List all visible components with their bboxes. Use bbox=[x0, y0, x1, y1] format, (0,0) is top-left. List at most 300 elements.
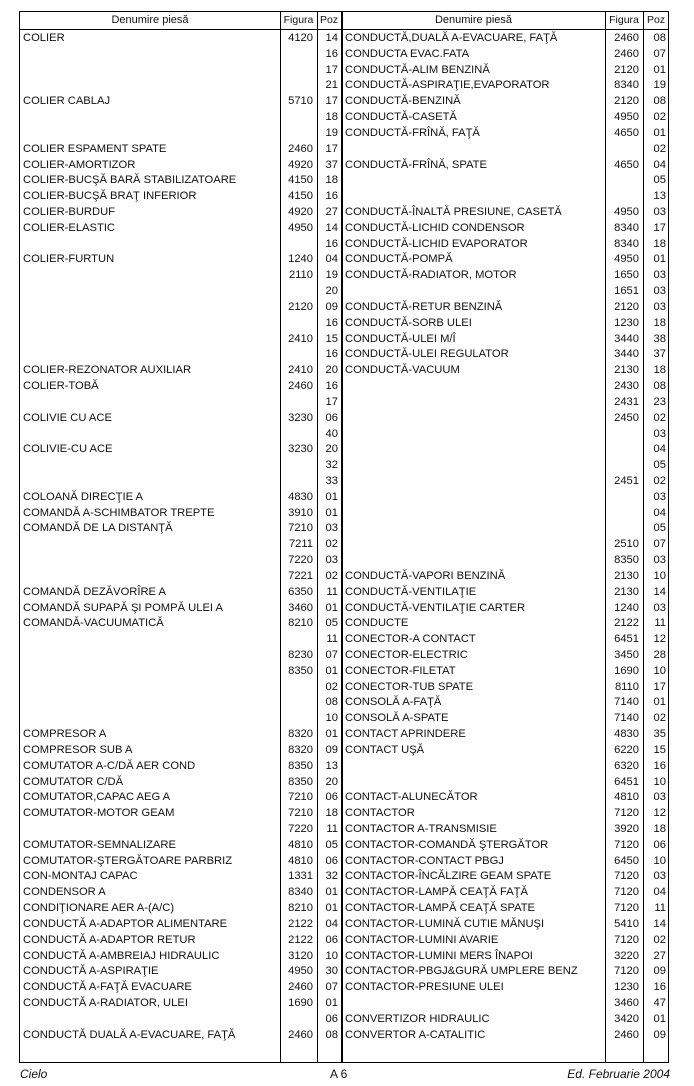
position-number: 11 bbox=[654, 617, 666, 630]
figure-number: 4950 bbox=[614, 111, 639, 124]
figure-number: 8350 bbox=[614, 554, 639, 567]
figure-number: 6451 bbox=[614, 775, 639, 788]
part-name: CONDUCTĂ-LICHID EVAPORATOR bbox=[345, 237, 528, 250]
position-number: 10 bbox=[653, 664, 666, 677]
position-number: 16 bbox=[653, 759, 666, 772]
part-name: CONDUCTĂ A-AMBREIAJ HIDRAULIC bbox=[23, 949, 220, 962]
position-number: 10 bbox=[325, 949, 338, 962]
position-number: 16 bbox=[325, 190, 338, 203]
figure-number: 2510 bbox=[614, 538, 639, 551]
figure-number: 5410 bbox=[614, 917, 639, 930]
figure-number: 2460 bbox=[288, 981, 313, 994]
figure-number: 6220 bbox=[614, 743, 639, 756]
position-number: 18 bbox=[325, 807, 338, 820]
figure-number: 4950 bbox=[288, 221, 313, 234]
position-number: 16 bbox=[325, 380, 338, 393]
position-number: 18 bbox=[325, 174, 338, 187]
part-name: CONDUCTĂ-RADIATOR, MOTOR bbox=[345, 269, 517, 282]
position-number: 18 bbox=[653, 237, 666, 250]
figure-number: 8320 bbox=[288, 728, 313, 741]
position-number: 11 bbox=[326, 585, 338, 598]
figure-number: 2122 bbox=[288, 933, 313, 946]
part-name: CONDUCTĂ-ASPIRAŢIE,EVAPORATOR bbox=[345, 79, 550, 92]
position-number: 01 bbox=[325, 601, 338, 614]
position-number: 35 bbox=[653, 728, 666, 741]
figure-number: 7120 bbox=[614, 965, 639, 978]
position-number: 47 bbox=[653, 997, 666, 1010]
figure-number: 8210 bbox=[288, 617, 313, 630]
position-number: 04 bbox=[653, 443, 666, 456]
position-number: 02 bbox=[325, 538, 338, 551]
position-number: 38 bbox=[653, 332, 666, 345]
part-name: CONVERTIZOR HIDRAULIC bbox=[345, 1012, 490, 1025]
header-poz-right: Poz bbox=[643, 12, 669, 30]
part-name: CONDENSOR A bbox=[23, 886, 106, 899]
position-number: 02 bbox=[653, 142, 666, 155]
figure-number: 1331 bbox=[288, 870, 313, 883]
position-number: 04 bbox=[653, 886, 666, 899]
figure-number: 2460 bbox=[288, 142, 313, 155]
position-number: 23 bbox=[653, 395, 666, 408]
position-number: 20 bbox=[325, 364, 338, 377]
position-number: 02 bbox=[653, 411, 666, 424]
part-name: CONDUCTĂ A-ADAPTOR ALIMENTARE bbox=[23, 917, 228, 930]
figure-number: 7221 bbox=[288, 569, 313, 582]
figure-number: 3460 bbox=[614, 997, 639, 1010]
position-number: 12 bbox=[653, 633, 666, 646]
figure-number: 4950 bbox=[614, 253, 639, 266]
position-number: 04 bbox=[325, 917, 338, 930]
figure-number: 2431 bbox=[614, 395, 639, 408]
part-name: CONDUCTA EVAC.FATA bbox=[345, 47, 470, 60]
position-number: 08 bbox=[653, 380, 666, 393]
position-number: 06 bbox=[653, 838, 666, 851]
parts-index-table bbox=[19, 11, 669, 1063]
part-name: CONTACTOR-LAMPĂ CEAŢĂ SPATE bbox=[345, 902, 536, 915]
part-name: CONDUCTĂ-ULEI REGULATOR bbox=[345, 348, 509, 361]
position-number: 02 bbox=[653, 474, 666, 487]
figure-number: 8340 bbox=[614, 221, 639, 234]
position-number: 13 bbox=[653, 190, 666, 203]
figure-number: 7140 bbox=[614, 712, 639, 725]
figure-number: 8320 bbox=[288, 743, 313, 756]
figure-number: 1651 bbox=[614, 285, 639, 298]
part-name: CONTACTOR-CONTACT PBGJ bbox=[345, 854, 504, 867]
position-number: 05 bbox=[653, 459, 666, 472]
position-number: 16 bbox=[325, 237, 338, 250]
position-number: 19 bbox=[653, 79, 666, 92]
figure-number: 1240 bbox=[288, 253, 313, 266]
position-number: 27 bbox=[325, 206, 338, 219]
figure-number: 7120 bbox=[614, 933, 639, 946]
position-number: 05 bbox=[325, 617, 338, 630]
part-name: CONTACTOR bbox=[345, 807, 415, 820]
position-number: 01 bbox=[325, 664, 338, 677]
figure-number: 2122 bbox=[614, 617, 639, 630]
part-name: CONECTOR-A CONTACT bbox=[345, 633, 476, 646]
position-number: 06 bbox=[325, 791, 338, 804]
part-name: CONDUCTĂ A-RADIATOR, ULEI bbox=[23, 997, 188, 1010]
figure-number: 2450 bbox=[614, 411, 639, 424]
position-number: 11 bbox=[326, 823, 338, 835]
figure-number: 2130 bbox=[614, 569, 639, 582]
part-name: CONECTOR-TUB SPATE bbox=[345, 680, 474, 693]
figure-number: 1230 bbox=[614, 316, 639, 329]
position-number: 14 bbox=[653, 585, 666, 598]
figure-number: 7120 bbox=[614, 886, 639, 899]
part-name: CONTACT-ALUNECĂTOR bbox=[345, 791, 478, 804]
position-number: 17 bbox=[325, 63, 338, 76]
position-number: 17 bbox=[325, 142, 338, 155]
figure-number: 2110 bbox=[288, 269, 313, 282]
position-number: 04 bbox=[653, 506, 666, 519]
position-number: 37 bbox=[653, 348, 666, 361]
figure-number: 5710 bbox=[288, 95, 313, 108]
part-name: CON-MONTAJ CAPAC bbox=[23, 870, 138, 883]
part-name: COMANDĂ DE LA DISTANŢĂ bbox=[23, 522, 173, 535]
position-number: 15 bbox=[325, 332, 338, 345]
position-number: 40 bbox=[325, 427, 338, 440]
part-name: CONTACTOR-PBGJ&GURĂ UMPLERE BENZ bbox=[345, 965, 578, 978]
position-number: 10 bbox=[653, 854, 666, 867]
header-figura-right: Figura bbox=[605, 12, 643, 30]
figure-number: 6451 bbox=[614, 633, 639, 646]
right-column bbox=[342, 12, 669, 1062]
figure-number: 8340 bbox=[614, 237, 639, 250]
position-number: 02 bbox=[325, 680, 338, 693]
part-name: CONTACTOR-LUMINĂ CUTIE MĂNUŞI bbox=[345, 917, 545, 930]
part-name: CONDUCTĂ-CASETĂ bbox=[345, 111, 457, 124]
part-name: CONTACT APRINDERE bbox=[345, 728, 466, 741]
figure-number: 7210 bbox=[288, 522, 313, 535]
part-name: COLIER CABLAJ bbox=[23, 95, 111, 108]
position-number: 32 bbox=[325, 459, 338, 472]
figure-number: 6350 bbox=[288, 585, 313, 598]
part-name: CONTACTOR-ÎNCĂLZIRE GEAM SPATE bbox=[345, 870, 552, 883]
part-name: CONDUCTĂ-BENZINĂ bbox=[345, 95, 461, 108]
position-number: 05 bbox=[653, 522, 666, 535]
figure-number: 2120 bbox=[288, 300, 313, 313]
figure-number: 3230 bbox=[288, 411, 313, 424]
position-number: 11 bbox=[326, 633, 338, 646]
figure-number: 2451 bbox=[614, 474, 639, 487]
figure-number: 1230 bbox=[614, 981, 639, 994]
part-name: CONTACTOR-LUMINI AVARIE bbox=[345, 933, 499, 946]
figure-number: 3220 bbox=[614, 949, 639, 962]
part-name: COLIER-BUCŞĂ BARĂ STABILIZATOARE bbox=[23, 174, 237, 187]
part-name: CONVERTOR A-CATALITIC bbox=[345, 1028, 486, 1041]
part-name: CONTACT UŞĂ bbox=[345, 743, 425, 756]
position-number: 05 bbox=[325, 838, 338, 851]
part-name: CONECTOR-ELECTRIC bbox=[345, 648, 468, 661]
position-number: 04 bbox=[325, 253, 338, 266]
part-name: CONDUCTĂ,DUALĂ A-EVACUARE, FAŢĂ bbox=[345, 32, 558, 44]
position-number: 02 bbox=[653, 712, 666, 725]
figure-number: 2130 bbox=[614, 585, 639, 598]
position-number: 07 bbox=[653, 538, 666, 551]
position-number: 13 bbox=[325, 759, 338, 772]
position-number: 11 bbox=[654, 902, 666, 915]
footer-edition: Ed. Februarie 2004 bbox=[567, 1067, 670, 1081]
part-name: CONSOLĂ A-SPATE bbox=[345, 712, 449, 725]
position-number: 06 bbox=[325, 1012, 338, 1025]
position-number: 16 bbox=[325, 47, 338, 60]
figure-number: 2120 bbox=[614, 63, 639, 76]
part-name: COMANDĂ-VACUUMATICĂ bbox=[23, 617, 164, 630]
figure-number: 2130 bbox=[614, 364, 639, 377]
figure-number: 7220 bbox=[288, 823, 313, 835]
figure-number: 2460 bbox=[288, 1028, 313, 1041]
part-name: CONDUCTĂ-POMPĂ bbox=[345, 253, 453, 266]
left-column bbox=[20, 12, 341, 1062]
figure-number: 4950 bbox=[288, 965, 313, 978]
position-number: 01 bbox=[325, 728, 338, 741]
figure-number: 4650 bbox=[614, 158, 639, 171]
part-name: COLIER-BUCŞĂ BRAŢ INFERIOR bbox=[23, 190, 197, 203]
part-name: COMPRESOR SUB A bbox=[23, 743, 133, 756]
position-number: 19 bbox=[325, 269, 338, 282]
header-poz-left: Poz bbox=[317, 12, 341, 30]
part-name: CONTACTOR-COMANDĂ ŞTERGĂTOR bbox=[345, 838, 549, 851]
figure-number: 8350 bbox=[288, 775, 313, 788]
position-number: 01 bbox=[653, 696, 666, 709]
figure-number: 1650 bbox=[614, 269, 639, 282]
part-name: COMUTATOR A-C/DĂ AER COND bbox=[23, 759, 196, 772]
position-number: 03 bbox=[653, 206, 666, 219]
position-number: 02 bbox=[653, 933, 666, 946]
part-name: CONDUCTĂ-ÎNALTĂ PRESIUNE, CASETĂ bbox=[345, 206, 562, 219]
figure-number: 3460 bbox=[288, 601, 313, 614]
figure-number: 4150 bbox=[288, 174, 313, 187]
part-name: CONDUCTĂ A-ASPIRAŢIE bbox=[23, 965, 159, 978]
figure-number: 3920 bbox=[614, 823, 639, 835]
part-name: CONDUCTĂ-LICHID CONDENSOR bbox=[345, 221, 525, 234]
figure-number: 2410 bbox=[288, 332, 313, 345]
part-name: COMANDĂ DEZĂVORÎRE A bbox=[23, 585, 166, 598]
figure-number: 3420 bbox=[614, 1012, 639, 1025]
part-name: CONDUCTĂ-FRÎNĂ, FAŢĂ bbox=[345, 126, 480, 139]
figure-number: 3440 bbox=[614, 348, 639, 361]
position-number: 01 bbox=[653, 126, 666, 139]
figure-number: 4920 bbox=[288, 158, 313, 171]
position-number: 18 bbox=[325, 111, 338, 124]
figure-number: 7140 bbox=[614, 696, 639, 709]
position-number: 17 bbox=[325, 95, 338, 108]
position-number: 01 bbox=[325, 886, 338, 899]
figure-number: 2460 bbox=[614, 1028, 639, 1041]
position-number: 12 bbox=[653, 807, 666, 820]
position-number: 18 bbox=[653, 316, 666, 329]
figure-number: 8350 bbox=[288, 759, 313, 772]
figure-number: 2122 bbox=[288, 917, 313, 930]
figure-number: 1690 bbox=[614, 664, 639, 677]
position-number: 37 bbox=[325, 158, 338, 171]
figure-number: 2120 bbox=[614, 95, 639, 108]
part-name: COMPRESOR A bbox=[23, 728, 107, 741]
part-name: CONDUCTĂ-VAPORI BENZINĂ bbox=[345, 569, 506, 582]
part-name: COMUTATOR-MOTOR GEAM bbox=[23, 807, 175, 820]
figure-number: 2460 bbox=[614, 32, 639, 44]
position-number: 03 bbox=[653, 870, 666, 883]
part-name: CONDUCTĂ-FRÎNĂ, SPATE bbox=[345, 158, 487, 171]
figure-number: 3120 bbox=[288, 949, 313, 962]
position-number: 07 bbox=[325, 981, 338, 994]
header-figura-left: Figura bbox=[280, 12, 317, 30]
part-name: COMUTATOR-ŞTERGĂTOARE PARBRIZ bbox=[23, 854, 233, 867]
position-number: 10 bbox=[653, 775, 666, 788]
position-number: 07 bbox=[653, 47, 666, 60]
position-number: 17 bbox=[653, 221, 666, 234]
position-number: 06 bbox=[325, 411, 338, 424]
part-name: CONDUCTĂ A-ADAPTOR RETUR bbox=[23, 933, 196, 946]
position-number: 33 bbox=[325, 474, 338, 487]
figure-number: 6450 bbox=[614, 854, 639, 867]
position-number: 03 bbox=[653, 427, 666, 440]
position-number: 14 bbox=[325, 32, 338, 44]
position-number: 18 bbox=[653, 364, 666, 377]
figure-number: 3440 bbox=[614, 332, 639, 345]
position-number: 16 bbox=[325, 348, 338, 361]
part-name: COLIER ESPAMENT SPATE bbox=[23, 142, 167, 155]
part-name: CONDUCTĂ DUALĂ A-EVACUARE, FAŢĂ bbox=[23, 1028, 236, 1041]
position-number: 08 bbox=[653, 95, 666, 108]
position-number: 03 bbox=[653, 554, 666, 567]
header-name-right: Denumire piesă bbox=[342, 12, 605, 30]
figure-number: 2120 bbox=[614, 300, 639, 313]
position-number: 17 bbox=[325, 395, 338, 408]
figure-number: 7210 bbox=[288, 791, 313, 804]
part-name: COLIER-AMORTIZOR bbox=[23, 158, 136, 171]
part-name: COLIER-ELASTIC bbox=[23, 221, 116, 234]
part-name: CONDUCTĂ-SORB ULEI bbox=[345, 316, 472, 329]
figure-number: 4950 bbox=[614, 206, 639, 219]
part-name: CONTACTOR-PRESIUNE ULEI bbox=[345, 981, 504, 994]
position-number: 17 bbox=[653, 680, 666, 693]
position-number: 21 bbox=[325, 79, 338, 92]
figure-number: 4120 bbox=[288, 32, 313, 44]
position-number: 20 bbox=[325, 775, 338, 788]
position-number: 03 bbox=[653, 300, 666, 313]
header-name-left: Denumire piesă bbox=[20, 12, 280, 30]
part-name: CONDUCTĂ-VENTILAŢIE bbox=[345, 585, 477, 598]
position-number: 01 bbox=[325, 490, 338, 503]
figure-number: 4830 bbox=[288, 490, 313, 503]
position-number: 06 bbox=[325, 854, 338, 867]
figure-number: 3910 bbox=[288, 506, 313, 519]
part-name: CONSOLĂ A-FAŢĂ bbox=[345, 696, 442, 709]
figure-number: 4810 bbox=[614, 791, 639, 804]
part-name: CONTACTOR A-TRANSMISIE bbox=[345, 823, 497, 835]
part-name: CONDUCTĂ A-FAŢĂ EVACUARE bbox=[23, 981, 192, 994]
figure-number: 4150 bbox=[288, 190, 313, 203]
position-number: 16 bbox=[653, 981, 666, 994]
figure-number: 2460 bbox=[288, 380, 313, 393]
figure-number: 4810 bbox=[288, 854, 313, 867]
figure-number: 7120 bbox=[614, 870, 639, 883]
position-number: 10 bbox=[653, 569, 666, 582]
position-number: 09 bbox=[653, 965, 666, 978]
position-number: 01 bbox=[653, 63, 666, 76]
part-name: CONDIŢIONARE AER A-(A/C) bbox=[23, 902, 175, 915]
figure-number: 4650 bbox=[614, 126, 639, 139]
position-number: 19 bbox=[325, 126, 338, 139]
part-name: CONTACTOR-LUMINI MERS ÎNAPOI bbox=[345, 949, 533, 962]
part-name: COLIER-FURTUN bbox=[23, 253, 115, 266]
figure-number: 4810 bbox=[288, 838, 313, 851]
figure-number: 3450 bbox=[614, 648, 639, 661]
position-number: 09 bbox=[325, 300, 338, 313]
position-number: 27 bbox=[653, 949, 666, 962]
figure-number: 7220 bbox=[288, 554, 313, 567]
position-number: 28 bbox=[653, 648, 666, 661]
position-number: 05 bbox=[653, 174, 666, 187]
position-number: 03 bbox=[653, 791, 666, 804]
figure-number: 7211 bbox=[288, 538, 313, 551]
figure-number: 7120 bbox=[614, 902, 639, 915]
figure-number: 2410 bbox=[288, 364, 313, 377]
part-name: CONDUCTĂ-ALIM BENZINĂ bbox=[345, 63, 490, 76]
figure-number: 7120 bbox=[614, 807, 639, 820]
figure-number: 3230 bbox=[288, 443, 313, 456]
position-number: 03 bbox=[653, 269, 666, 282]
position-number: 18 bbox=[653, 823, 666, 835]
figure-number: 1240 bbox=[614, 601, 639, 614]
figure-number: 8340 bbox=[288, 886, 313, 899]
part-name: COLIER-BURDUF bbox=[23, 206, 115, 219]
position-number: 06 bbox=[325, 933, 338, 946]
position-number: 01 bbox=[653, 1012, 666, 1025]
figure-number: 2430 bbox=[614, 380, 639, 393]
position-number: 14 bbox=[653, 917, 666, 930]
position-number: 03 bbox=[653, 601, 666, 614]
part-name: CONDUCTĂ-ULEI M/Î bbox=[345, 332, 456, 345]
position-number: 08 bbox=[325, 696, 338, 709]
part-name: CONDUCTĂ-VENTILAŢIE CARTER bbox=[345, 601, 526, 614]
part-name: CONDUCTĂ-VACUUM bbox=[345, 364, 460, 377]
part-name: COMANDĂ SUPAPĂ ŞI POMPĂ ULEI A bbox=[23, 601, 223, 614]
figure-number: 8230 bbox=[288, 648, 313, 661]
position-number: 01 bbox=[325, 902, 338, 915]
part-name: CONECTOR-FILETAT bbox=[345, 664, 456, 677]
position-number: 09 bbox=[325, 743, 338, 756]
figure-number: 6320 bbox=[614, 759, 639, 772]
position-number: 10 bbox=[325, 712, 338, 725]
figure-number: 8340 bbox=[614, 79, 639, 92]
part-name: COLOANĂ DIRECŢIE A bbox=[23, 490, 143, 503]
part-name: CONDUCTĂ-RETUR BENZINĂ bbox=[345, 300, 503, 313]
part-name: COMUTATOR-SEMNALIZARE bbox=[23, 838, 176, 851]
position-number: 03 bbox=[325, 554, 338, 567]
part-name: COLIVIE CU ACE bbox=[23, 411, 112, 424]
figure-number: 8350 bbox=[288, 664, 313, 677]
figure-number: 7210 bbox=[288, 807, 313, 820]
figure-number: 4830 bbox=[614, 728, 639, 741]
position-number: 16 bbox=[325, 316, 338, 329]
position-number: 02 bbox=[653, 111, 666, 124]
position-number: 15 bbox=[653, 743, 666, 756]
position-number: 03 bbox=[653, 285, 666, 298]
part-name: COLIER bbox=[23, 32, 65, 44]
footer-page: A 6 bbox=[330, 1067, 348, 1081]
position-number: 03 bbox=[653, 490, 666, 503]
position-number: 04 bbox=[653, 158, 666, 171]
position-number: 02 bbox=[325, 569, 338, 582]
part-name: COLIVIE-CU ACE bbox=[23, 443, 113, 456]
position-number: 32 bbox=[325, 870, 338, 883]
position-number: 01 bbox=[325, 997, 338, 1010]
position-number: 01 bbox=[325, 506, 338, 519]
position-number: 08 bbox=[325, 1028, 338, 1041]
